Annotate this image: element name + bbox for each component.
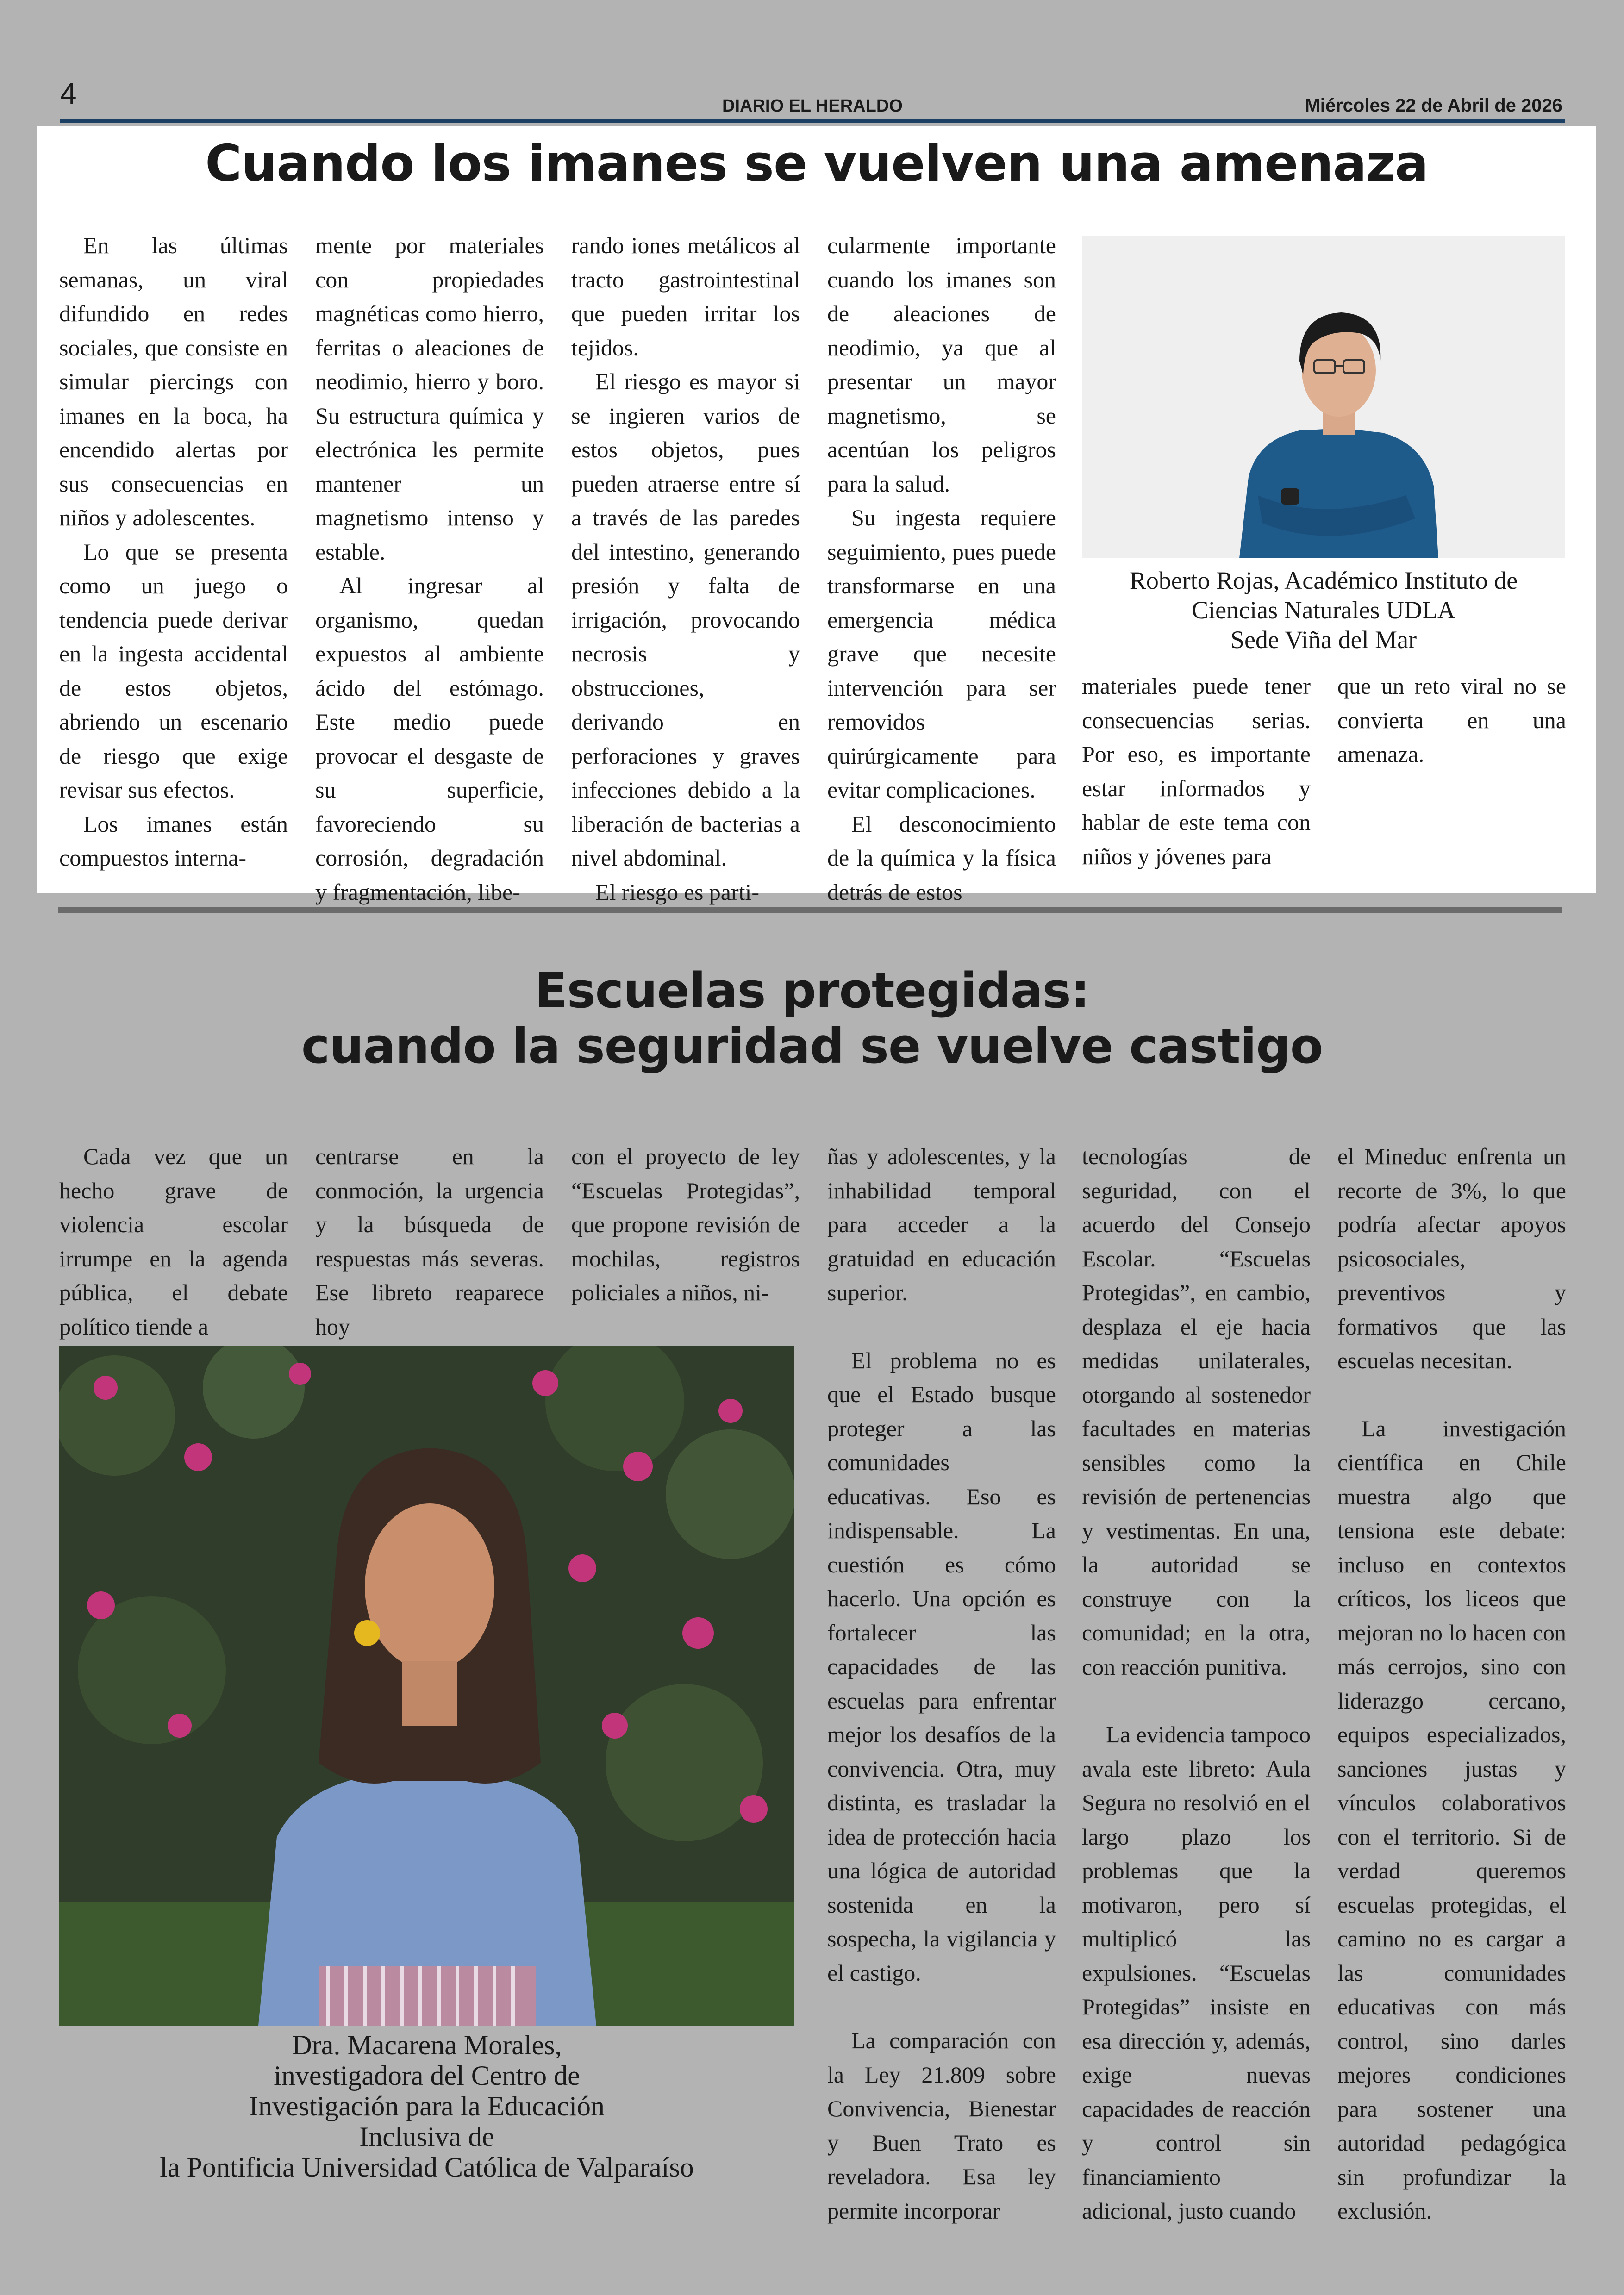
- article-2-column-2: [315, 1140, 544, 1344]
- paragraph: rando iones metálicos al tracto gastrointestinal que pueden irritar los tejidos.: [571, 232, 800, 361]
- photo-caption-roberto-rojas: [1082, 566, 1565, 655]
- paragraph: Los imanes están compuestos interna-: [59, 811, 288, 871]
- page-number: 4: [60, 77, 77, 110]
- paragraph: cularmente importante cuando los imanes son de aleaciones de neodimio, ya que al presentar un mayor magnetismo, se acentúan los peligros para la salud.: [827, 232, 1056, 497]
- paragraph: El riesgo es parti-: [595, 879, 760, 905]
- paragraph: El problema no es que el Estado busque proteger a las comunidades educativas. Eso es indispensable. La cuestión es cómo hacerlo. Una opción es fortalecer las capacidades de las escuelas para enfrentar mejor los desafíos de la convivencia. Otra, muy distinta, es trasladar la idea de protección hacia una lógica de autoridad sostenida en la sospecha, la vigilancia y el castigo.: [827, 1347, 1056, 1986]
- paragraph: La evidencia tampoco avala este libreto: Aula Segura no resolvió en el largo plazo los problemas que la motivaron, pero sí multiplicó las expulsiones. “Escuelas Protegidas” insiste en esa dirección y, además, exige nuevas capacidades de reacción y control sin financiamiento adicional, justo cuando: [1082, 1721, 1311, 2224]
- article-2-column-4: [827, 1140, 1056, 2228]
- headline-line: cuando la seguridad se vuelve castigo: [301, 1018, 1323, 1074]
- paragraph: Su ingesta requiere seguimiento, pues puede transformarse en una emergencia médica grave que necesite intervención para ser removidos quirúrgicamente para evitar complicaciones.: [827, 505, 1056, 803]
- article-2-column-3: [571, 1140, 800, 1310]
- paragraph: Al ingresar al organismo, quedan expuestos al ambiente ácido del estómago. Este medio puede provocar el desgaste de su superficie, favoreciendo su corrosión, degradación y fragmentación, libe-: [315, 573, 544, 905]
- article-divider: [58, 907, 1562, 913]
- article-2-column-1: [59, 1140, 288, 1344]
- paragraph: tecnologías de seguridad, con el acuerdo del Consejo Escolar. “Escuelas Protegidas”, en cambio, desplaza el eje hacia medidas unilaterales, otorgando al sostenedor facultades en materias sensibles como la revisión de pertenencias y vestimentas. En una, la autoridad se construye con la comunidad; en la otra, con reacción punitiva.: [1082, 1143, 1311, 1680]
- caption-line: Roberto Rojas, Académico Instituto de: [1129, 567, 1518, 594]
- article-1-headline: Cuando los imanes se vuelven una amenaza: [205, 135, 1428, 193]
- photo-caption-macarena-morales: [59, 2030, 794, 2183]
- article-2-column-5: [1082, 1140, 1311, 2228]
- caption-line: Inclusiva de: [359, 2121, 494, 2152]
- headline-line: Escuelas protegidas:: [534, 962, 1090, 1019]
- caption-line: Investigación para la Educación: [249, 2091, 605, 2121]
- article-1-column-5: [1082, 669, 1311, 873]
- paragraph: centrarse en la conmoción, la urgencia y la búsqueda de respuestas más severas. Ese libreto reaparece hoy: [315, 1143, 544, 1340]
- paragraph: Lo que se presenta como un juego o tendencia puede derivar en la ingesta accidental de estos objetos, abriendo un escenario de riesgo que exige revisar sus efectos.: [59, 538, 288, 803]
- article-1-column-4: [827, 229, 1056, 909]
- article-2-column-6: [1337, 1140, 1566, 2228]
- paragraph: La comparación con la Ley 21.809 sobre Convivencia, Bienestar y Buen Trato es reveladora. Esa ley permite incorporar: [827, 2027, 1056, 2224]
- caption-line: investigadora del Centro de: [274, 2060, 580, 2091]
- paragraph: con el proyecto de ley “Escuelas Protegidas”, que propone revisión de mochilas, registros policiales a niños, ni-: [571, 1143, 800, 1305]
- article-1-column-3: [571, 229, 800, 909]
- caption-line: Dra. Macarena Morales,: [292, 2030, 562, 2060]
- portrait-man-illustration: [1082, 236, 1565, 558]
- photo-macarena-morales: [59, 1346, 794, 2026]
- issue-date: Miércoles 22 de Abril de 2026: [1305, 95, 1562, 116]
- paragraph: mente por materiales con propiedades magnéticas como hierro, ferritas o aleaciones de neodimio, hierro y boro. Su estructura química y electrónica les permite mantener un magnetismo intenso y estable.: [315, 232, 544, 565]
- photo-roberto-rojas: [1082, 236, 1565, 558]
- paragraph: Cada vez que un hecho grave de violencia escolar irrumpe en la agenda pública, el debate político tiende a: [59, 1143, 288, 1340]
- article-1-column-1: [59, 229, 288, 875]
- paragraph: La investigación científica en Chile muestra algo que tensiona este debate: incluso en contextos críticos, los liceos que mejoran no lo hacen con más cerrojos, sino con liderazgo cercano, equipos especializados, sanciones justas y vínculos colaborativos con el territorio. Si de verdad queremos escuelas protegidas, el camino no es cargar a las comunidades educativas con más control, sino darles mejores condiciones para sostener una autoridad pedagógica sin profundizar la exclusión.: [1337, 1415, 1566, 2224]
- paragraph: El riesgo es mayor si se ingieren varios de estos objetos, pues pueden atraerse entre sí a través de las paredes del intestino, generando presión y falta de irrigación, provocando necrosis y obstrucciones, derivando en perforaciones y graves infecciones debido a la liberación de bacterias a nivel abdominal.: [571, 368, 800, 871]
- article-1-column-2: [315, 229, 544, 909]
- article-2-headline: [0, 963, 1624, 1074]
- paragraph: el Mineduc enfrenta un recorte de 3%, lo que podría afectar apoyos psicosociales, preventivos y formativos que las escuelas necesitan.: [1337, 1143, 1566, 1373]
- paragraph: materiales puede tener consecuencias serias. Por eso, es importante estar informados y hablar de este tema con niños y jóvenes para: [1082, 673, 1311, 869]
- caption-line: Ciencias Naturales UDLA: [1192, 596, 1455, 624]
- paragraph: El desconocimiento de la química y la física detrás de estos: [827, 811, 1056, 905]
- paragraph: que un reto viral no se convierta en una amenaza.: [1337, 673, 1566, 767]
- paragraph: ñas y adolescentes, y la inhabilidad temporal para acceder a la gratuidad en educación superior.: [827, 1143, 1056, 1305]
- header-rule: [60, 119, 1565, 123]
- newspaper-name: DIARIO EL HERALDO: [722, 96, 903, 116]
- caption-line: Sede Viña del Mar: [1230, 626, 1417, 654]
- article-1-column-6: [1337, 669, 1566, 772]
- paragraph: En las últimas semanas, un viral difundido en redes sociales, que consiste en simular piercings con imanes en la boca, ha encendido alertas por sus consecuencias en niños y adolescentes.: [59, 232, 288, 530]
- caption-line: la Pontificia Universidad Católica de Valparaíso: [160, 2152, 694, 2183]
- portrait-woman-illustration: [59, 1346, 794, 2026]
